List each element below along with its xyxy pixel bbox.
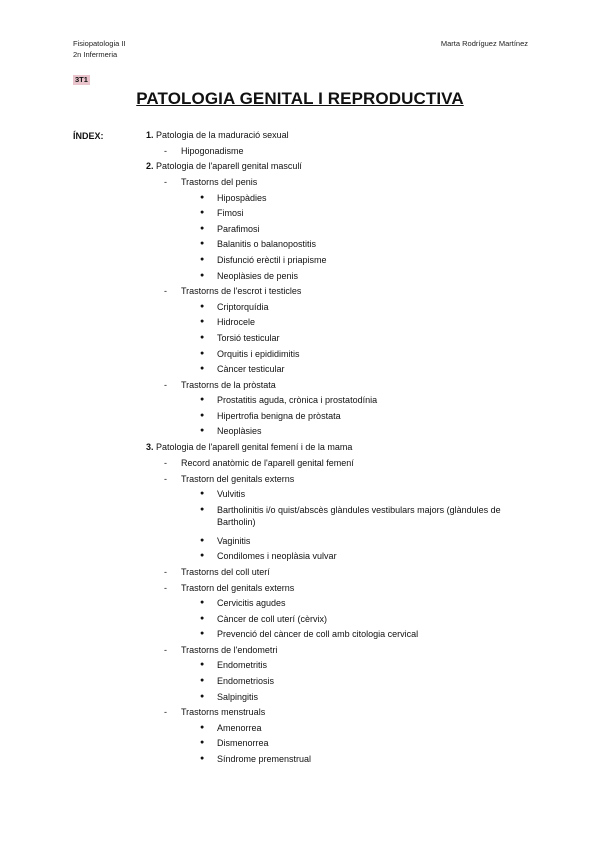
toc-subsection: - Trastorns del penis — [164, 177, 258, 187]
toc-subsection: - Trastorns de l'escrot i testicles — [164, 286, 302, 296]
toc-subsection: - Trastorn del genitals externs — [164, 474, 295, 484]
author-name: Marta Rodríguez Martínez — [440, 39, 528, 48]
toc-item: ● Salpingitis — [200, 692, 259, 702]
section-number: 3. — [146, 442, 154, 452]
course-name: Fisiopatologia II — [73, 39, 126, 48]
toc-item: ● Parafimosi — [200, 224, 260, 234]
section-title: Patologia de la maduració sexual — [156, 130, 289, 140]
toc-item: ● Bartholinitis i/o quist/abscès glàndules vestibulars majors (glàndules de Bartholin) — [200, 505, 501, 527]
topic-tag: 3T1 — [75, 75, 88, 84]
toc-item: ● Hidrocele — [200, 317, 256, 327]
toc-item: ● Hipertrofia benigna de pròstata — [200, 411, 341, 421]
toc-item: ● Neoplàsies — [200, 426, 262, 436]
page-title: PATOLOGIA GENITAL I REPRODUCTIVA — [136, 89, 464, 108]
toc-item: ● Disfunció erèctil i priapisme — [200, 255, 327, 265]
toc-item: ● Dismenorrea — [200, 738, 269, 748]
header-left — [73, 38, 126, 60]
section-number: 2. — [146, 161, 154, 171]
toc-item: ● Síndrome premenstrual — [200, 754, 312, 764]
toc-section-3 — [146, 441, 352, 453]
toc-item: ● Càncer testicular — [200, 364, 285, 374]
toc-item: ● Vulvitis — [200, 489, 246, 499]
toc-item: ● Orquitis i epididimitis — [200, 349, 300, 359]
toc-subsection: - Trastorns de la pròstata — [164, 380, 276, 390]
toc-item: ● Cervicitis agudes — [200, 598, 286, 608]
index-label: ÍNDEX: — [73, 131, 104, 141]
toc-subsection: - Trastorns del coll uterí — [164, 567, 270, 577]
toc-subsection: - Hipogonadisme — [164, 146, 244, 156]
toc-item: ● Neoplàsies de penis — [200, 271, 299, 281]
section-title: Patologia de l'aparell genital masculí — [156, 161, 302, 171]
section-number: 1. — [146, 130, 154, 140]
toc-subsection: - Trastorns menstruals — [164, 707, 266, 717]
course-year: 2n Infermeria — [73, 50, 118, 59]
toc-item: ● Amenorrea — [200, 723, 262, 733]
toc-subsection: - Record anatòmic de l'aparell genital femení — [164, 458, 354, 468]
toc-item: ● Criptorquídia — [200, 302, 269, 312]
toc-item: ● Prostatitis aguda, crònica i prostatodínia — [200, 395, 378, 405]
toc-section-1 — [146, 129, 289, 141]
toc-item: ● Prevenció del càncer de coll amb citologia cervical — [200, 629, 419, 639]
toc-item: ● Vaginitis — [200, 536, 251, 546]
section-title: Patologia de l'aparell genital femení i de la mama — [156, 442, 353, 452]
toc-item: ● Endometritis — [200, 660, 268, 670]
toc-subsection: - Trastorn del genitals externs — [164, 583, 295, 593]
toc-item: ● Hipospàdies — [200, 193, 267, 203]
toc-item: ● Càncer de coll uterí (cèrvix) — [200, 614, 328, 624]
toc-section-2 — [146, 160, 302, 172]
toc-item: ● Fimosi — [200, 208, 244, 218]
toc-subsection: - Trastorns de l'endometri — [164, 645, 278, 655]
toc-item: ● Balanitis o balanopostitis — [200, 239, 317, 249]
toc-item: ● Torsió testicular — [200, 333, 280, 343]
toc-item: ● Endometriosis — [200, 676, 275, 686]
toc-item: ● Condilomes i neoplàsia vulvar — [200, 551, 337, 561]
